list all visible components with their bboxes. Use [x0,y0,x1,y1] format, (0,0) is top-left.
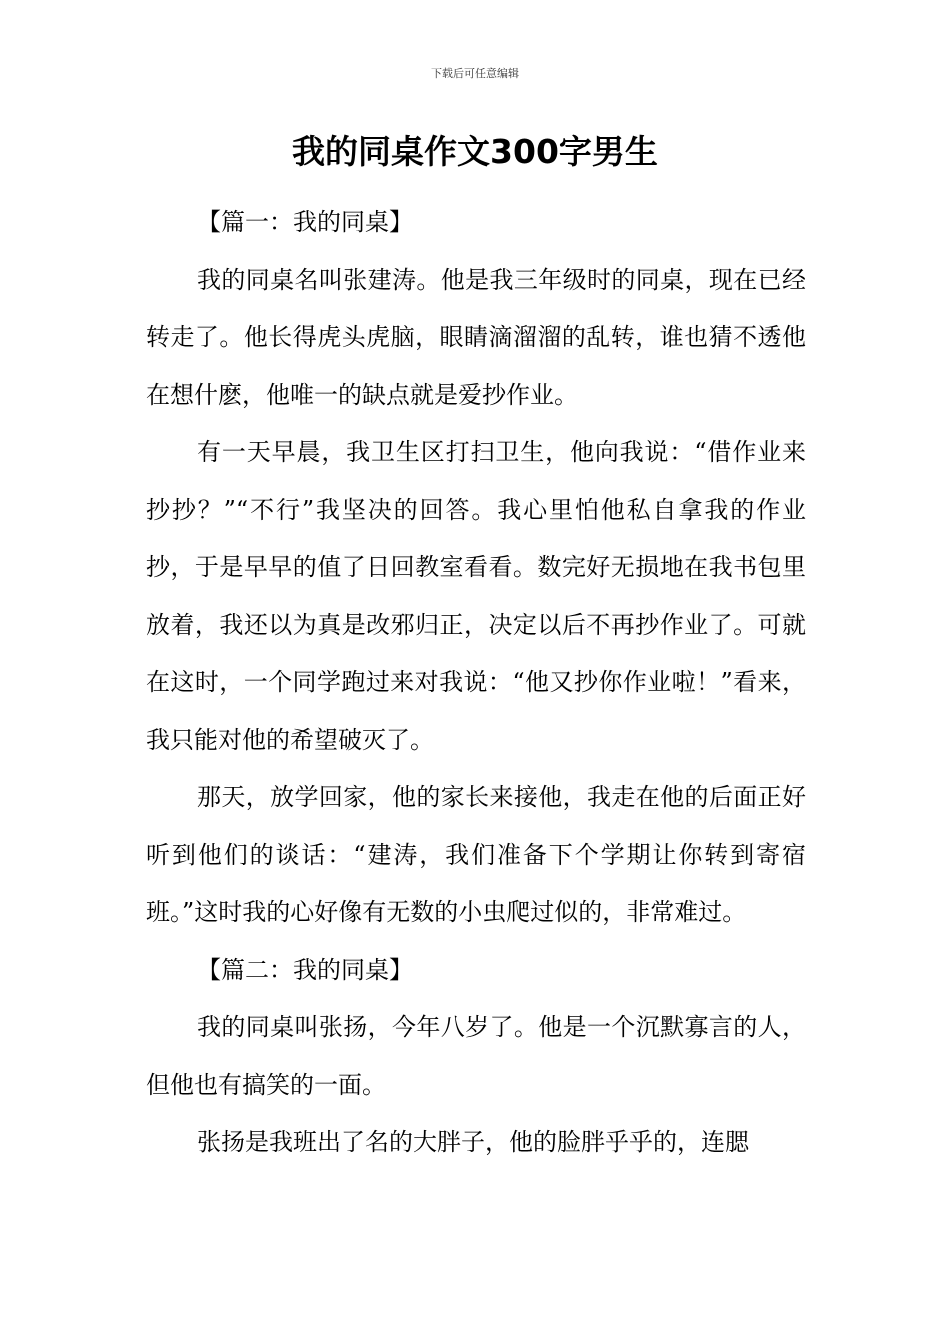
article-body [146,194,806,1172]
paragraph: 我的同桌叫张扬，今年八岁了。他是一个沉默寡言的人，但他也有搞笑的一面。 [146,1013,806,1099]
paragraph: 张扬是我班出了名的大胖子，他的脸胖乎乎的，连腮 [197,1128,749,1156]
header-note: 下载后可任意编辑 [431,67,519,80]
section-heading-2: 【篇二：我的同桌】 [197,955,413,984]
paragraph: 我的同桌名叫张建涛。他是我三年级时的同桌，现在已经转走了。他长得虎头虎脑，眼睛滴溜溜的乱转，谁也猜不透他在想什麽，他唯一的缺点就是爱抄作业。 [146,265,806,409]
paragraph: 那天，放学回家，他的家长来接他，我走在他的后面正好听到他们的谈话：“建涛，我们准备下个学期让你转到寄宿班。”这时我的心好像有无数的小虫爬过似的，非常难过。 [146,783,806,926]
section-heading-1: 【篇一：我的同桌】 [197,208,413,236]
paragraph: 有一天早晨，我卫生区打扫卫生，他向我说：“借作业来抄抄？”“不行”我坚决的回答。我心里怕他私自拿我的作业抄，于是早早的值了日回教室看看。数完好无损地在我书包里放着，我还以为真是改邪归正，决定以后不再抄作业了。可就在这时，一个同学跑过来对我说：“他又抄你作业啦！”看来，我只能对他的希望破灭了。 [146,438,806,754]
page-title: 我的同桌作文300字男生 [292,132,658,171]
